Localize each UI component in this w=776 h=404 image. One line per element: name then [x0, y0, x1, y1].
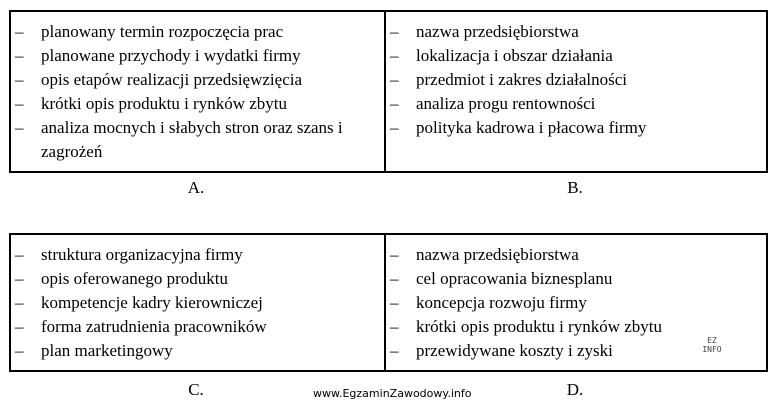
option-a-cell: [11, 12, 384, 171]
ez-info-logo-icon: EZ INFO: [702, 336, 722, 354]
option-d-label[interactable]: D.: [566, 380, 584, 399]
dash-bullet: –: [15, 70, 24, 89]
list-item: – koncepcja rozwoju firmy: [390, 291, 760, 315]
options-table-bottom: [9, 233, 768, 372]
list-item: – forma zatrudnienia pracowników: [15, 315, 378, 339]
list-item: – struktura organizacyjna firmy: [15, 243, 378, 267]
dash-bullet: –: [390, 269, 399, 288]
list-item: – analiza mocnych i słabych stron oraz szans i zagrożeń: [15, 118, 343, 161]
dash-bullet: –: [390, 293, 399, 312]
list-item: – przedmiot i zakres działalności: [390, 68, 760, 92]
dash-bullet: –: [15, 245, 24, 264]
list-item: – planowane przychody i wydatki firmy: [15, 44, 378, 68]
option-a-list: [11, 12, 384, 164]
list-item: – cel opracowania biznesplanu: [390, 267, 760, 291]
list-item: – opis etapów realizacji przedsięwzięcia: [15, 68, 378, 92]
dash-bullet: –: [390, 118, 399, 137]
dash-bullet: –: [390, 46, 399, 65]
dash-bullet: –: [15, 341, 24, 360]
option-c-label[interactable]: C.: [188, 380, 204, 399]
dash-bullet: –: [390, 341, 399, 360]
option-b-list: [386, 12, 766, 140]
dash-bullet: –: [390, 317, 399, 336]
list-item: – planowany termin rozpoczęcia prac: [15, 20, 378, 44]
list-item: – krótki opis produktu i rynków zbytu: [390, 315, 760, 339]
dash-bullet: –: [15, 118, 24, 137]
list-item: – opis oferowanego produktu: [15, 267, 378, 291]
dash-bullet: –: [390, 70, 399, 89]
dash-bullet: –: [390, 22, 399, 41]
dash-bullet: –: [15, 269, 24, 288]
dash-bullet: –: [15, 317, 24, 336]
list-item: – lokalizacja i obszar działania: [390, 44, 760, 68]
list-item: – nazwa przedsiębiorstwa: [390, 243, 760, 267]
site-watermark: www.EgzaminZawodowy.info: [313, 387, 472, 400]
list-item: – kompetencje kadry kierowniczej: [15, 291, 378, 315]
option-b-label[interactable]: B.: [567, 178, 583, 197]
option-c-cell: [11, 235, 384, 370]
dash-bullet: –: [390, 245, 399, 264]
option-a-label[interactable]: A.: [187, 178, 205, 197]
dash-bullet: –: [15, 22, 24, 41]
list-item: – przewidywane koszty i zyski: [390, 339, 760, 363]
list-item: – nazwa przedsiębiorstwa: [390, 20, 760, 44]
option-b-cell: [384, 12, 766, 171]
list-item: – plan marketingowy: [15, 339, 378, 363]
list-item: – polityka kadrowa i płacowa firmy: [390, 116, 760, 140]
option-c-list: [11, 235, 384, 363]
dash-bullet: –: [390, 94, 399, 113]
dash-bullet: –: [15, 46, 24, 65]
list-item: – krótki opis produktu i rynków zbytu: [15, 92, 378, 116]
dash-bullet: –: [15, 94, 24, 113]
list-item: – analiza progu rentowności: [390, 92, 760, 116]
options-table-top: [9, 10, 768, 173]
dash-bullet: –: [15, 293, 24, 312]
